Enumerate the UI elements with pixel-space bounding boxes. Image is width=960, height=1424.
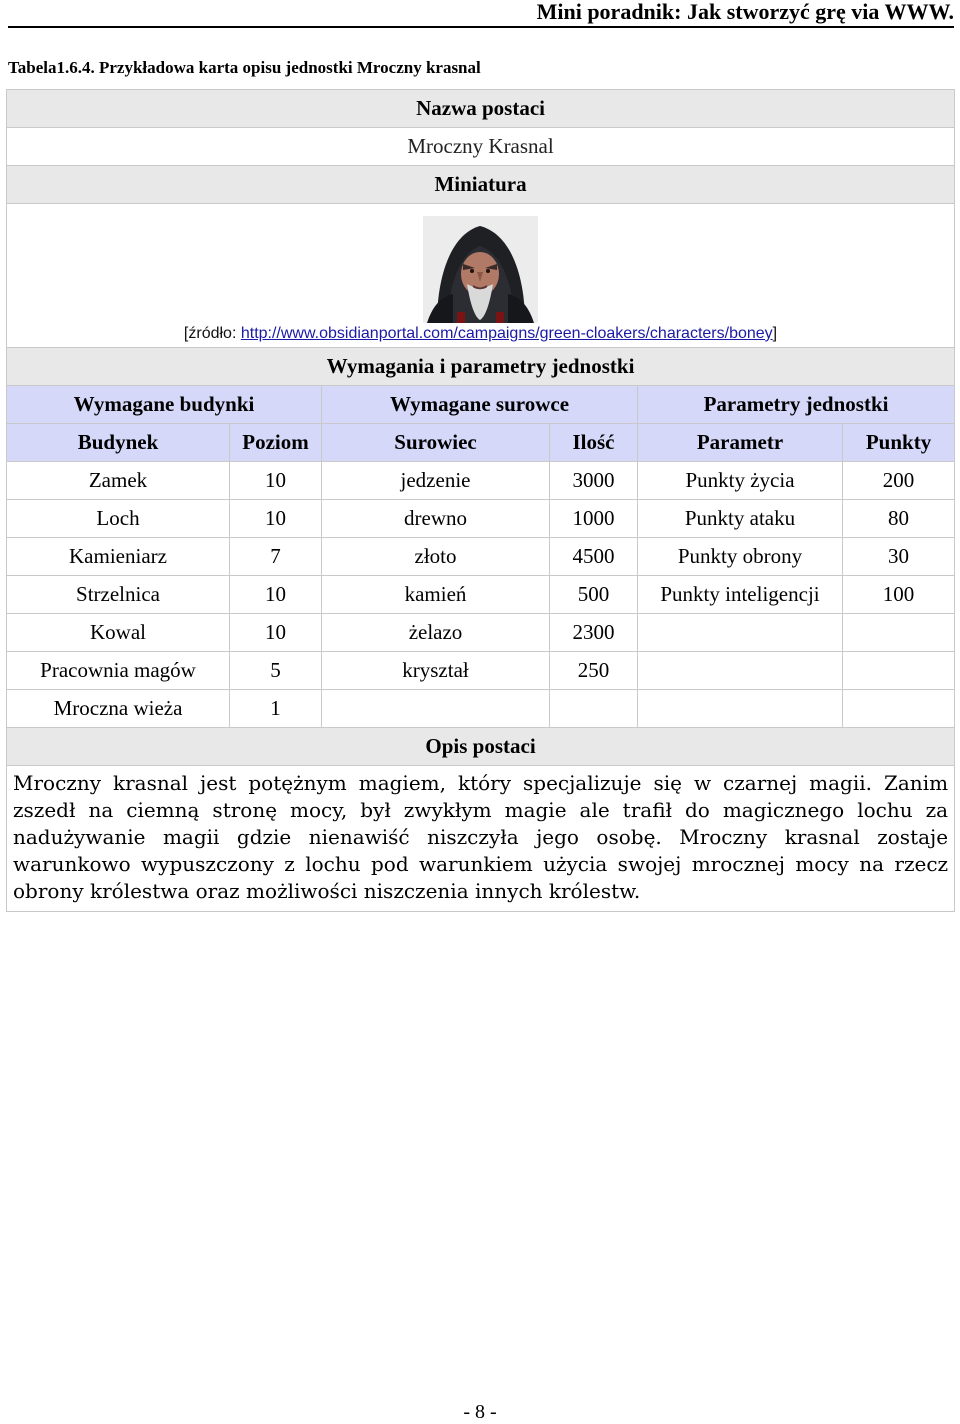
- description-header: Opis postaci: [7, 728, 955, 766]
- table-cell: 250: [550, 652, 638, 690]
- table-row: [7, 462, 955, 500]
- table-cell: 10: [230, 614, 322, 652]
- table-cell: Zamek: [7, 462, 230, 500]
- page-header: [8, 0, 954, 28]
- table-cell: Pracownia magów: [7, 652, 230, 690]
- table-row: [7, 538, 955, 576]
- name-value: Mroczny Krasnal: [7, 128, 955, 166]
- table-cell: 10: [230, 462, 322, 500]
- table-cell: Punkty życia: [638, 462, 843, 500]
- table-row: [7, 500, 955, 538]
- table-cell: Punkty inteligencji: [638, 576, 843, 614]
- dark-dwarf-portrait: [423, 216, 538, 323]
- column-header-points: Punkty: [843, 424, 955, 462]
- requirements-header: Wymagania i parametry jednostki: [7, 348, 955, 386]
- table-cell: 2300: [550, 614, 638, 652]
- table-cell: Strzelnica: [7, 576, 230, 614]
- table-cell: 3000: [550, 462, 638, 500]
- table-cell: Mroczna wieża: [7, 690, 230, 728]
- table-cell: jedzenie: [322, 462, 550, 500]
- table-row: [7, 576, 955, 614]
- miniature-cell: [7, 204, 955, 348]
- table-cell: 200: [843, 462, 955, 500]
- table-cell: drewno: [322, 500, 550, 538]
- table-caption: Tabela1.6.4. Przykładowa karta opisu jednostki Mroczny krasnal: [8, 58, 481, 77]
- table-cell: 1: [230, 690, 322, 728]
- table-cell: Kamieniarz: [7, 538, 230, 576]
- table-cell: 7: [230, 538, 322, 576]
- table-cell: 10: [230, 576, 322, 614]
- table-cell: 80: [843, 500, 955, 538]
- column-header-level: Poziom: [230, 424, 322, 462]
- table-cell: 1000: [550, 500, 638, 538]
- source-link[interactable]: http://www.obsidianportal.com/campaigns/green-cloakers/characters/boney: [240, 325, 773, 342]
- table-cell: Punkty obrony: [638, 538, 843, 576]
- table-cell: [550, 690, 638, 728]
- table-cell: [638, 652, 843, 690]
- miniature-header: Miniatura: [7, 166, 955, 204]
- page-number: - 8 -: [463, 1401, 497, 1423]
- table-cell: Kowal: [7, 614, 230, 652]
- table-cell: 5: [230, 652, 322, 690]
- column-header-amount: Ilość: [550, 424, 638, 462]
- column-header-building: Budynek: [7, 424, 230, 462]
- table-row: [7, 652, 955, 690]
- source-suffix: ]: [772, 325, 778, 342]
- description-text: Mroczny krasnal jest potężnym magiem, który specjalizuje się w czarnej magii. Zanim zszedł na ciemną stronę mocy, był zwykłym magie ale trafił do magicznego lochu za nadużywanie magii gdzie nienawiść niszczyła jego osobę. Mroczny krasnal zostaje warunkowo wypuszczony z lochu pod warunkiem użycia swojej mrocznej mocy na rzecz obrony królestwa oraz możliwości niszczenia innych królestw.: [7, 766, 955, 912]
- table-cell: [843, 690, 955, 728]
- group-header-buildings: Wymagane budynki: [7, 386, 322, 424]
- table-cell: [322, 690, 550, 728]
- table-cell: 100: [843, 576, 955, 614]
- table-cell: kryształ: [322, 652, 550, 690]
- table-row: [7, 614, 955, 652]
- table-row: [7, 690, 955, 728]
- table-cell: kamień: [322, 576, 550, 614]
- group-header-parameters: Parametry jednostki: [638, 386, 955, 424]
- name-header: Nazwa postaci: [7, 90, 955, 128]
- table-cell: 30: [843, 538, 955, 576]
- column-header-parameter: Parametr: [638, 424, 843, 462]
- table-cell: Loch: [7, 500, 230, 538]
- table-cell: 4500: [550, 538, 638, 576]
- table-cell: 500: [550, 576, 638, 614]
- table-cell: złoto: [322, 538, 550, 576]
- table-cell: [638, 690, 843, 728]
- table-cell: Punkty ataku: [638, 500, 843, 538]
- table-cell: [843, 652, 955, 690]
- group-header-resources: Wymagane surowce: [322, 386, 638, 424]
- table-cell: żelazo: [322, 614, 550, 652]
- column-header-resource: Surowiec: [322, 424, 550, 462]
- image-source: [7, 325, 954, 343]
- source-prefix: [źródło:: [183, 325, 241, 342]
- document-title: Mini poradnik: Jak stworzyć grę via WWW.: [536, 0, 954, 24]
- unit-card-table: [6, 89, 955, 912]
- table-cell: [843, 614, 955, 652]
- table-cell: 10: [230, 500, 322, 538]
- table-cell: [638, 614, 843, 652]
